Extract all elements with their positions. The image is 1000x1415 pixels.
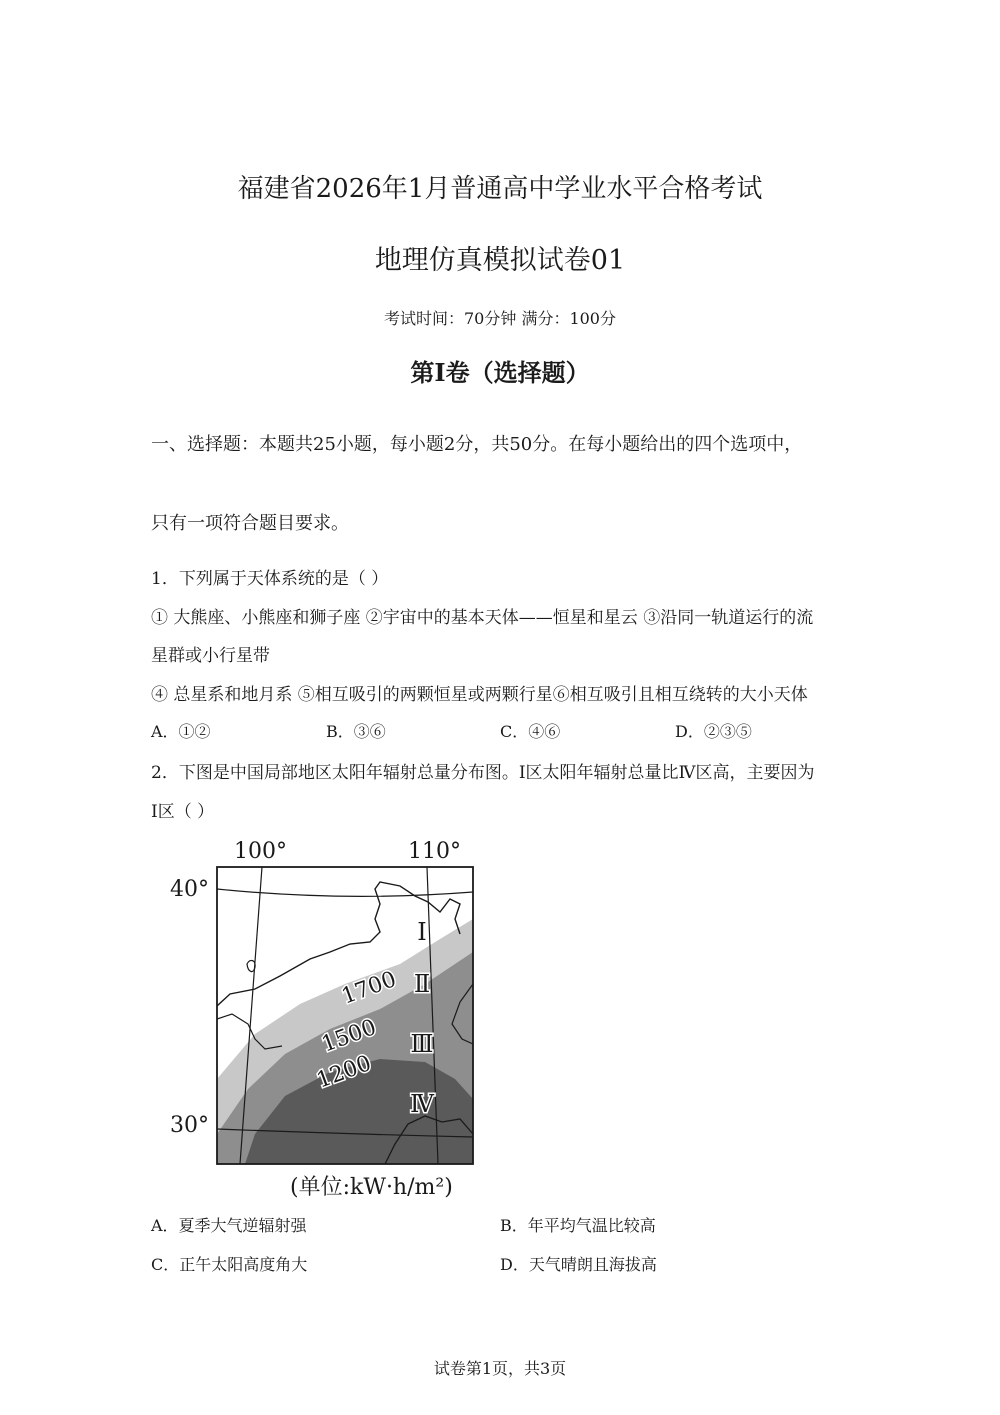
question-2-stem-line1: 2．下图是中国局部地区太阳年辐射总量分布图。Ⅰ区太阳年辐射总量比Ⅳ区高，主要因为 (151, 763, 815, 783)
isoline-label-1700: 1700 (338, 966, 400, 1010)
question-2-option-b[interactable]: B．年平均气温比较高 (500, 1216, 656, 1235)
question-2-option-d[interactable]: D．天气晴朗且海拔高 (500, 1255, 657, 1274)
question-1-option-d[interactable]: D．②③⑤ (675, 722, 752, 741)
instructions-line1: 一、选择题：本题共25小题，每小题2分，共50分。在每小题给出的四个选项中， (151, 434, 803, 455)
question-1-stem: 1．下列属于天体系统的是（ ） (151, 569, 389, 589)
zone-label-1: Ⅰ (417, 918, 427, 946)
exam-info: 考试时间：70分钟 满分：100分 (384, 309, 616, 328)
section-title: 第Ⅰ卷（选择题） (410, 358, 590, 387)
zone-label-4: Ⅳ (410, 1090, 434, 1118)
question-1-items-line3: ④ 总星系和地月系 ⑤相互吸引的两颗恒星或两颗行星⑥相互吸引且相互绕转的大小天体 (151, 685, 808, 705)
zone-label-2: Ⅱ (413, 970, 431, 998)
zone-label-3: Ⅲ (410, 1030, 434, 1058)
longitude-label-100: 100° (234, 839, 287, 864)
isoline-label-1200: 1200 (313, 1050, 375, 1094)
exam-title-line2: 地理仿真模拟试卷01 (374, 245, 626, 276)
question-1-items-line1: ① 大熊座、小熊座和狮子座 ②宇宙中的基本天体——恒星和星云 ③沿同一轨道运行的流 (151, 608, 814, 628)
question-2-option-a[interactable]: A．夏季大气逆辐射强 (151, 1216, 307, 1235)
question-1-items-line2: 星群或小行星带 (151, 646, 270, 666)
question-1-option-a[interactable]: A．①② (151, 722, 211, 741)
solar-radiation-map (170, 834, 490, 1202)
isoline-label-1500: 1500 (318, 1014, 380, 1058)
question-2-option-c[interactable]: C．正午太阳高度角大 (151, 1255, 308, 1274)
latitude-label-30: 30° (170, 1113, 209, 1138)
page-footer: 试卷第1页，共3页 (433, 1359, 567, 1378)
longitude-label-110: 110° (408, 839, 461, 864)
question-1-option-c[interactable]: C．④⑥ (500, 722, 561, 741)
question-2-stem-line2: Ⅰ区（ ） (151, 802, 215, 822)
question-1-option-b[interactable]: B．③⑥ (326, 722, 386, 741)
instructions-line2: 只有一项符合题目要求。 (151, 513, 349, 534)
exam-title-line1: 福建省2026年1月普通高中学业水平合格考试 (237, 174, 763, 204)
latitude-label-40: 40° (170, 877, 209, 902)
map-unit-label: (单位:kW·h/m²) (290, 1175, 453, 1200)
